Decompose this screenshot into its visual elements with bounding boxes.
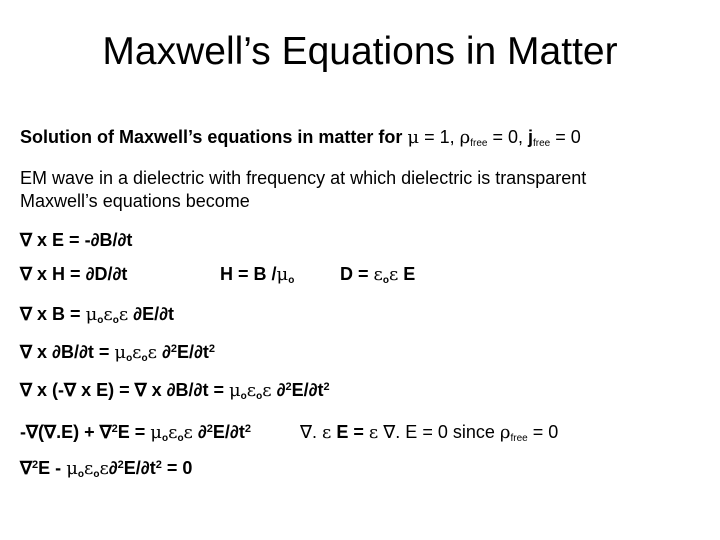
superscript-2: 2 (206, 423, 213, 435)
superscript-2: 2 (285, 381, 292, 393)
equation-double-curl-rhs: E/∂t (291, 380, 324, 400)
equation-curl-db (20, 342, 215, 364)
mu-symbol: μ (114, 342, 127, 363)
mu-symbol: μ (276, 264, 289, 285)
equation-faraday (20, 230, 132, 251)
equation-wave (20, 458, 192, 480)
superscript-2: 2 (208, 343, 216, 355)
partial-symbol: ∂ (276, 380, 286, 400)
partial-symbol: ∂ (161, 342, 171, 362)
intro-line (20, 127, 581, 149)
superscript-2: 2 (32, 459, 39, 471)
wave-nabla: ∇ (20, 458, 33, 478)
j-symbol: j (527, 127, 533, 147)
rho-symbol: ρ (499, 422, 511, 443)
superscript-2: 2 (244, 423, 251, 435)
divergence-since-text: ∇. E = 0 since (383, 422, 500, 442)
epsilon-symbol: ε (84, 458, 94, 479)
superscript-2: 2 (170, 343, 177, 355)
subscript-o: o (93, 469, 100, 480)
epsilon-symbol: ε (388, 264, 399, 285)
subscript-o: o (240, 391, 247, 402)
equation-laplacian-rhs: E/∂t (212, 422, 245, 442)
equation-h-b (220, 264, 294, 286)
superscript-2: 2 (111, 423, 118, 435)
epsilon-symbol: ε (368, 422, 379, 443)
equation-d-e-tail: E (398, 264, 416, 284)
equation-h-b-text: H = B / (220, 264, 277, 284)
equation-laplacian-mid: E = (117, 422, 151, 442)
epsilon-symbol: ε (118, 304, 129, 325)
mu-symbol: μ (407, 127, 420, 148)
equation-curl-b-rhs: ∂E/∂t (133, 304, 174, 324)
rho-free-subscript: free (470, 138, 488, 149)
slide-title: Maxwell’s Equations in Matter (102, 30, 618, 73)
rho-free-subscript: free (510, 433, 528, 444)
equation-double-curl-lhs: ∇ x (-∇ x E) = ∇ x ∂B/∂t = (20, 380, 229, 400)
equation-d-e (340, 264, 415, 286)
equation-curl-b (20, 304, 174, 326)
subscript-o: o (162, 433, 169, 444)
rho-symbol: ρ (459, 127, 471, 148)
intro-bold-text: Solution of Maxwell’s equations in matter for (20, 127, 403, 147)
subscript-o: o (126, 353, 133, 364)
wave-equals-zero: = 0 (161, 458, 193, 478)
equation-faraday-text: ∇ x E = -∂B/∂t (20, 230, 133, 250)
equation-laplacian-lhs: -∇(∇.E) + ∇ (20, 422, 112, 442)
equation-curl-db-lhs: ∇ x ∂B/∂t = (20, 342, 115, 362)
divergence-equals-zero: = 0 (527, 422, 559, 442)
epsilon-symbol: ε (132, 342, 142, 363)
epsilon-symbol: ε (322, 422, 332, 443)
equation-divergence (300, 422, 558, 444)
superscript-2: 2 (117, 459, 124, 471)
equation-curl-b-lhs: ∇ x B = (20, 304, 86, 324)
partial-symbol: ∂ (197, 422, 207, 442)
mu-symbol: μ (150, 422, 162, 443)
partial-symbol: ∂ (108, 458, 118, 478)
j-equals: = 0 (550, 127, 581, 147)
epsilon-symbol: ε (99, 458, 109, 479)
subscript-o: o (141, 353, 148, 364)
subscript-o: o (77, 469, 84, 480)
superscript-2: 2 (155, 459, 162, 471)
superscript-2: 2 (323, 381, 330, 393)
subscript-o: o (288, 275, 295, 286)
j-free-subscript: free (533, 138, 551, 149)
subscript-o: o (177, 433, 184, 444)
epsilon-symbol: ε (262, 380, 272, 401)
epsilon-symbol: ε (373, 264, 383, 285)
epsilon-symbol: ε (103, 304, 113, 325)
epsilon-symbol: ε (168, 422, 178, 443)
description-line-2: Maxwell’s equations become (20, 191, 250, 211)
equation-laplacian (20, 422, 251, 444)
subscript-o: o (97, 315, 104, 326)
epsilon-symbol: ε (183, 422, 193, 443)
divergence-operator: ∇. (300, 422, 323, 442)
subscript-o: o (256, 391, 263, 402)
mu-symbol: μ (228, 380, 241, 401)
subscript-o: o (382, 275, 389, 286)
equation-curl-db-rhs: E/∂t (176, 342, 209, 362)
subscript-o: o (112, 315, 119, 326)
equation-d-e-text: D = (340, 264, 374, 284)
equation-ampere (20, 264, 127, 285)
description-line-1: EM wave in a dielectric with frequency at which dielectric is transparent (20, 168, 587, 188)
divergence-e-bold: E = (336, 422, 369, 442)
wave-rhs: E/∂t (123, 458, 156, 478)
wave-mid: E - (38, 458, 67, 478)
rho-equals: = 0, (487, 127, 528, 147)
mu-symbol: μ (85, 304, 98, 325)
epsilon-symbol: ε (246, 380, 257, 401)
epsilon-symbol: ε (147, 342, 157, 363)
equation-ampere-text: ∇ x H = ∂D/∂t (20, 264, 128, 284)
mu-symbol: μ (66, 458, 78, 479)
mu-equals: = 1, (419, 127, 460, 147)
equation-double-curl (20, 380, 330, 402)
